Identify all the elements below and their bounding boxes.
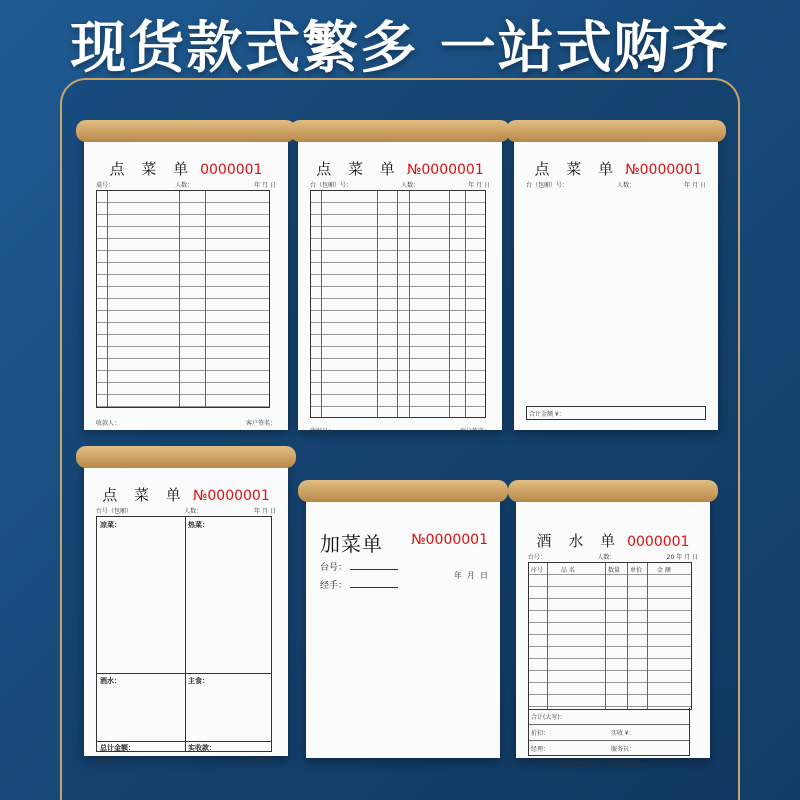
meta-left: 桌号： — [96, 182, 115, 189]
banner-title: 现货款式繁多 一站式购齐 — [70, 16, 730, 81]
pad-meta — [526, 180, 706, 189]
total-uppercase-label: 合计(大写)： — [531, 714, 566, 721]
pad-binding — [290, 120, 510, 142]
serial-number: 0000001 — [627, 534, 690, 550]
pad-content — [526, 150, 706, 420]
handler-field — [320, 578, 398, 591]
pad-content — [318, 510, 488, 748]
pad-binding — [508, 480, 718, 502]
pad-content — [96, 150, 276, 427]
pad-title — [528, 530, 698, 551]
meta-left: 台（包厢）号： — [310, 182, 353, 189]
cold-dishes-label: 凉菜： — [100, 521, 121, 529]
drinks-grid — [528, 562, 692, 710]
footer-right: 客户签字： — [459, 428, 490, 435]
col-header-amount: 金 额 — [657, 567, 671, 574]
col-header-price: 单价 — [630, 567, 643, 574]
meta-right: 20 年 月 日 — [666, 554, 698, 561]
col-header-qty: 数量 — [608, 567, 621, 574]
add-order-pad — [306, 490, 500, 758]
pad-footer — [310, 426, 490, 435]
pad-content — [528, 510, 698, 769]
pad-meta — [310, 180, 490, 189]
menu-box — [96, 516, 272, 752]
pad-binding — [76, 446, 296, 468]
pad-content — [310, 150, 490, 435]
pad-title — [526, 158, 706, 179]
waiter-label: 服务员： — [611, 746, 636, 753]
total-box — [526, 406, 706, 420]
pad-title-text: 点 菜 单 — [316, 160, 401, 178]
pad-title — [310, 158, 490, 179]
meta-mid: 人数： — [184, 508, 203, 515]
staple-label: 主食： — [188, 677, 209, 685]
drinks-summary — [528, 708, 690, 756]
pad-meta — [528, 552, 698, 561]
total-label: 合计金额 ¥： — [529, 411, 565, 418]
serial-number: 0000001 — [200, 162, 263, 178]
handler-label: 经手： — [320, 581, 348, 591]
pad-footer — [96, 418, 276, 427]
meta-left: 台（包厢）号： — [526, 182, 569, 189]
footer-left: 收银员： — [310, 428, 335, 435]
meta-left: 台号（包厢） — [96, 508, 133, 515]
col-header-name: 品 名 — [561, 567, 575, 574]
serial-number: №0000001 — [411, 532, 488, 548]
table-number-field — [320, 560, 398, 573]
pad-binding — [298, 480, 508, 502]
meta-mid: 人数： — [597, 554, 616, 561]
order-pad-4 — [84, 456, 288, 765]
pad-binding — [76, 120, 296, 142]
footer-right: 客户签字： — [245, 758, 276, 765]
order-pad-1 — [84, 130, 288, 430]
serial-number: №0000001 — [625, 162, 702, 178]
manager-label: 经理： — [531, 746, 550, 753]
meta-mid: 人数： — [175, 182, 194, 189]
discount-label: 折扣： — [531, 730, 550, 737]
pad-title-text: 点 菜 单 — [102, 486, 187, 504]
meta-right: 年 月 日 — [468, 182, 490, 189]
date-label: 年 月 日 — [453, 571, 488, 580]
serial-number: №0000001 — [192, 488, 270, 504]
footer-left: 收银员： — [96, 758, 121, 765]
pad-meta — [96, 180, 276, 189]
meta-right: 年 月 日 — [254, 182, 276, 189]
pad-title — [96, 158, 276, 179]
pad-meta — [96, 506, 276, 515]
pad-title-text: 点 菜 单 — [109, 160, 195, 178]
order-grid — [96, 190, 270, 408]
total-amount-label: 总计金额： — [100, 744, 135, 752]
col-header-no: 序号 — [531, 567, 544, 574]
pad-footer — [96, 756, 276, 765]
drinks-pad — [516, 490, 710, 769]
footer-left: 收款人： — [96, 420, 121, 427]
drinks-label: 酒水： — [100, 677, 121, 685]
serial-number: №0000001 — [406, 162, 484, 178]
copy-footer: 第一联 吧台(白) 第二联 收银(红) — [558, 762, 651, 769]
footer-right: 客户签名： — [245, 420, 276, 427]
pad-title-text: 加菜单 — [320, 532, 383, 556]
table-number-label: 台号： — [320, 563, 348, 573]
order-pad-3 — [514, 130, 718, 430]
pad-binding — [506, 120, 726, 142]
pad-title-text: 点 菜 单 — [534, 160, 620, 178]
pad-content — [96, 476, 276, 765]
received-label: 实收款： — [188, 744, 216, 752]
received-label: 实收 ¥： — [611, 730, 635, 737]
meta-right: 年 月 日 — [254, 508, 276, 515]
order-pad-2 — [298, 130, 502, 435]
meta-mid: 人数： — [617, 182, 636, 189]
meta-left: 台号： — [528, 554, 547, 561]
pad-title — [96, 484, 276, 505]
meta-right: 年 月 日 — [684, 182, 706, 189]
pad-title-text: 酒 水 单 — [536, 532, 622, 550]
order-grid — [310, 190, 486, 418]
meta-mid: 人数： — [401, 182, 420, 189]
hot-dishes-label: 热菜： — [188, 521, 209, 529]
